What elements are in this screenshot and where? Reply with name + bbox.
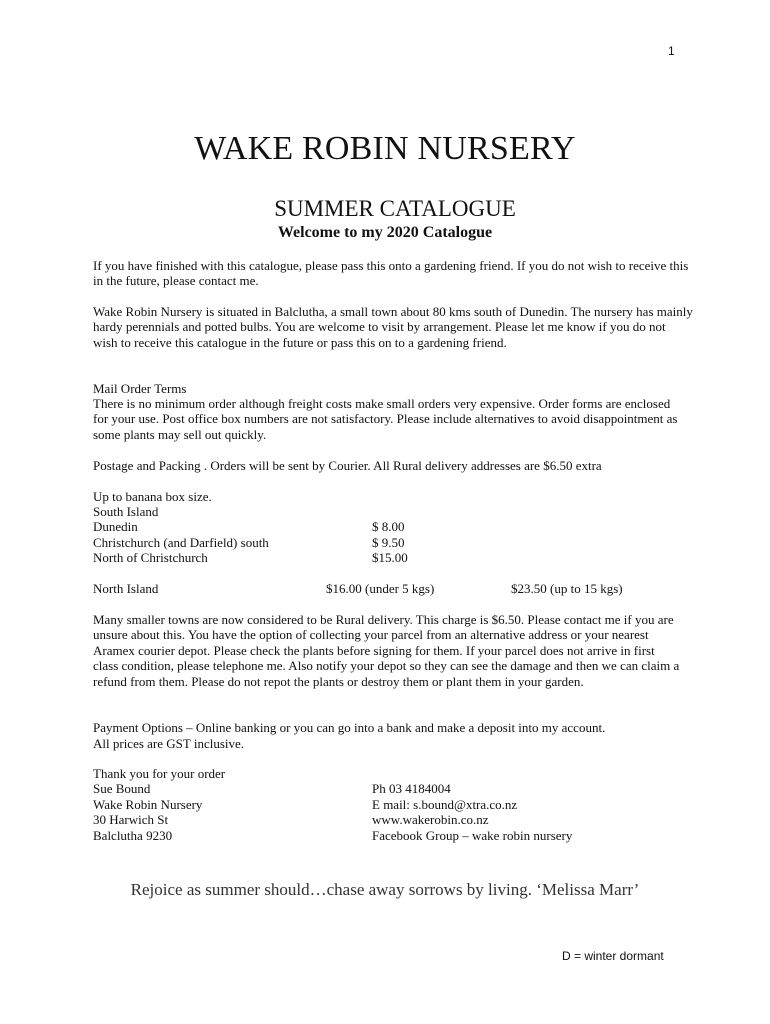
north-island-label: North Island xyxy=(93,581,159,596)
summer-quote: Rejoice as summer should…chase away sorrows by living. ‘Melissa Marr’ xyxy=(130,880,640,899)
page-title: WAKE ROBIN NURSERY xyxy=(194,130,576,167)
catalogue-subtitle: SUMMER CATALOGUE xyxy=(274,196,516,221)
rate-place-dunedin: Dunedin xyxy=(93,519,138,534)
contact-business: Wake Robin Nursery xyxy=(93,797,203,812)
north-island-price-up-to-15kg: $23.50 (up to 15 kgs) xyxy=(511,581,623,596)
welcome-heading: Welcome to my 2020 Catalogue xyxy=(277,224,493,241)
rate-place-christchurch: Christchurch (and Darfield) south xyxy=(93,535,269,550)
rate-place-north-christchurch: North of Christchurch xyxy=(93,550,208,565)
rate-price-north-christchurch: $15.00 xyxy=(372,550,408,565)
contact-town: Balclutha 9230 xyxy=(93,828,173,843)
mail-order-heading: Mail Order Terms xyxy=(93,381,187,396)
rate-price-dunedin: $ 8.00 xyxy=(372,519,405,534)
south-island-label: South Island xyxy=(93,504,159,519)
gst-line: All prices are GST inclusive. xyxy=(93,736,245,751)
contact-email: E mail: s.bound@xtra.co.nz xyxy=(372,797,518,812)
rate-price-christchurch: $ 9.50 xyxy=(372,535,405,550)
contact-facebook: Facebook Group – wake robin nursery xyxy=(372,828,573,843)
about-paragraph: Wake Robin Nursery is situated in Balclutha, a small town about 80 kms south of Dunedin. The nursery has mainly hardy perennials and potted bulbs. You are welcome to visit by arrangement. Please let me know if you do not wish to receive this catalogue in the future or pass this on to a gardening friend. xyxy=(93,304,693,350)
contact-phone: Ph 03 4184004 xyxy=(372,781,451,796)
page-number: 1 xyxy=(668,44,675,58)
postage-line: Postage and Packing . Orders will be sent by Courier. All Rural delivery addresses are $6.50 extra xyxy=(93,458,602,473)
north-island-price-under-5kg: $16.00 (under 5 kgs) xyxy=(326,581,435,596)
contact-street: 30 Harwich St xyxy=(93,812,169,827)
intro-paragraph: If you have finished with this catalogue, please pass this onto a gardening friend. If you do not wish to receive this in the future, please contact me. xyxy=(93,258,689,289)
contact-website: www.wakerobin.co.nz xyxy=(372,812,489,827)
payment-options-line: Payment Options – Online banking or you can go into a bank and make a deposit into my account. xyxy=(93,720,606,735)
thanks-line: Thank you for your order xyxy=(93,766,226,781)
rural-delivery-paragraph: Many smaller towns are now considered to be Rural delivery. This charge is $6.50. Please contact me if you are unsure about this. You have the option of collecting your parcel from an alternative address or your nearest Aramex courier depot. Please check the plants before signing for them. If your parcel does not arrive in first class condition, please telephone me. Also notify your depot so they can see the damage and then we can claim a refund from them. Please do not repot the plants or destroy them or plant them in your garden. xyxy=(93,612,680,689)
size-note: Up to banana box size. xyxy=(93,489,212,504)
contact-name: Sue Bound xyxy=(93,781,151,796)
dormant-legend: D = winter dormant xyxy=(562,949,664,963)
mail-order-paragraph: There is no minimum order although freight costs make small orders very expensive. Order forms are enclosed for your use. Post office box numbers are not satisfactory. Please include alternatives to avoid disappointment as some plants may sell out quickly. xyxy=(93,396,678,442)
